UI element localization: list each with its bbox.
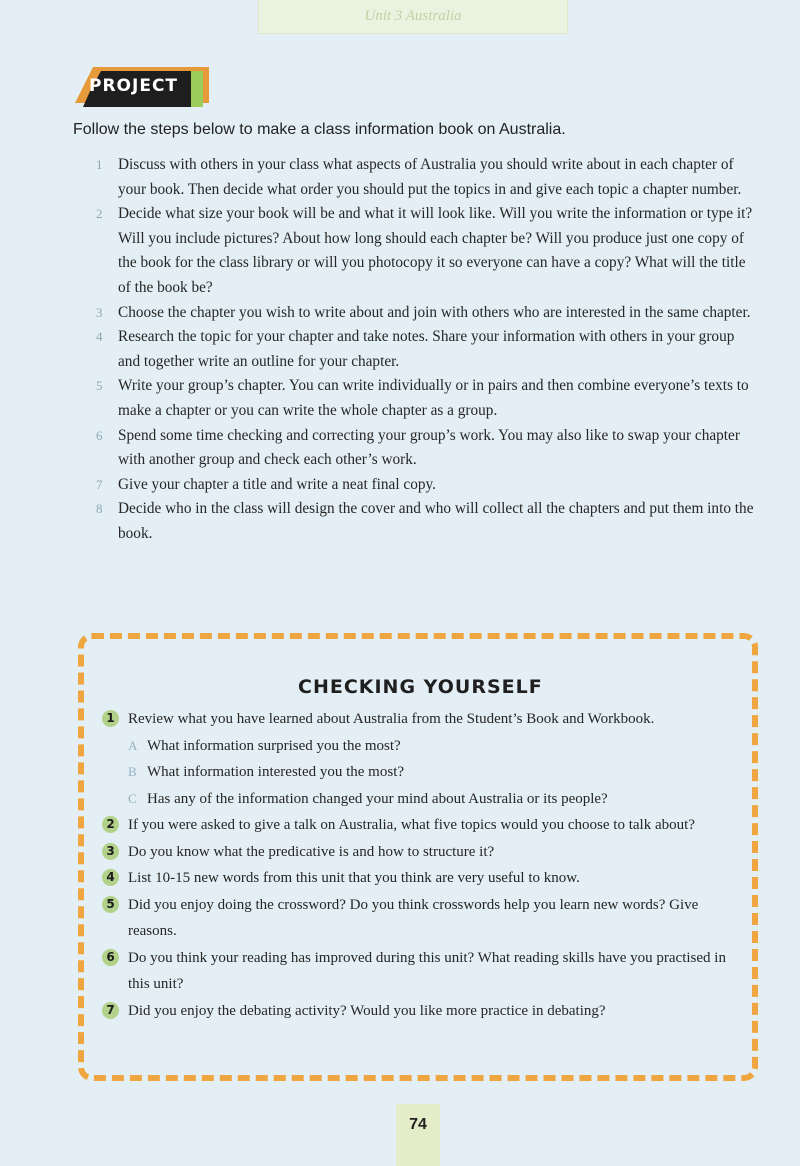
step-number: 7: [96, 476, 103, 492]
project-label: PROJECT: [89, 76, 179, 96]
step-item: [96, 424, 760, 473]
question-item: [102, 706, 742, 733]
question-number-wrap: [102, 945, 128, 998]
question-number: 3: [102, 843, 119, 860]
step-text: Decide who in the class will design the cover and who will collect all the chapters and put them into the book.: [118, 500, 754, 542]
step-text: Research the topic for your chapter and take notes. Share your information with others in your group and together write an outline for your chapter.: [118, 328, 735, 370]
question-text: List 10-15 new words from this unit that you think are very useful to know.: [128, 870, 580, 886]
project-intro: Follow the steps below to make a class information book on Australia.: [73, 121, 566, 138]
step-item: [96, 497, 760, 546]
step-number: 3: [96, 304, 103, 320]
step-text: Write your group’s chapter. You can write individually or in pairs and then combine everyone’s texts to make a chapter or you can write the whole chapter as a group.: [118, 377, 749, 419]
project-badge: [75, 67, 209, 107]
step-item: [96, 374, 760, 423]
question-number-wrap: [102, 998, 128, 1025]
step-text: Discuss with others in your class what aspects of Australia you should write about in each chapter of your book. Then decide what order you should put the topics in and give each topic a chapter number.: [118, 156, 742, 198]
question-text: If you were asked to give a talk on Australia, what five topics would you choose to talk about?: [128, 817, 695, 833]
step-item: [96, 325, 760, 374]
question-number-wrap: [102, 839, 128, 866]
running-title: Unit 3 Australia: [364, 8, 462, 24]
question-item: [102, 865, 742, 892]
step-item: [96, 153, 760, 202]
question-number: 1: [102, 710, 119, 727]
sub-question-letter: B: [128, 764, 137, 779]
sub-question-item: [102, 733, 742, 760]
sub-question-text: What information interested you the most?: [147, 764, 405, 780]
question-item: [102, 892, 742, 945]
question-number: 4: [102, 869, 119, 886]
sub-question-letter: A: [128, 737, 138, 753]
step-number: 6: [96, 427, 103, 443]
question-text: Did you enjoy doing the crossword? Do you think crosswords help you learn new words? Give reasons.: [128, 896, 699, 939]
question-number: 7: [102, 1002, 119, 1019]
question-item: [102, 945, 742, 998]
page-number: 74: [409, 1116, 427, 1133]
step-number: 1: [96, 157, 103, 172]
step-number: 5: [96, 378, 103, 394]
sub-question-text: Has any of the information changed your mind about Australia or its people?: [147, 790, 608, 807]
running-header: [258, 0, 568, 34]
sub-question-item: [102, 759, 742, 786]
question-text: Review what you have learned about Australia from the Student’s Book and Workbook.: [128, 711, 655, 727]
question-text: Do you think your reading has improved during this unit? What reading skills have you practised in this unit?: [128, 949, 726, 992]
step-text: Spend some time checking and correcting your group’s work. You may also like to swap your chapter with another group and check each other’s work.: [118, 426, 740, 469]
question-item: [102, 998, 742, 1025]
question-number-wrap: [102, 865, 128, 892]
checking-questions: [102, 706, 742, 1024]
step-item: [96, 473, 760, 498]
question-text: Did you enjoy the debating activity? Would you like more practice in debating?: [128, 1002, 606, 1019]
step-number: 8: [96, 501, 103, 517]
sub-question-letter: C: [128, 790, 137, 806]
checking-yourself-title: CHECKING YOURSELF: [298, 676, 543, 698]
step-item: [96, 202, 760, 300]
question-number: 2: [102, 816, 119, 833]
step-text: Choose the chapter you wish to write about and join with others who are interested in the same chapter.: [118, 303, 751, 321]
question-number-wrap: [102, 812, 128, 839]
sub-question-text: What information surprised you the most?: [147, 737, 401, 754]
question-text: Do you know what the predicative is and how to structure it?: [128, 843, 495, 860]
question-item: [102, 812, 742, 839]
step-item: [96, 301, 760, 326]
question-number: 5: [102, 896, 119, 913]
question-number: 6: [102, 949, 119, 966]
sub-question-item: [102, 786, 742, 813]
question-number-wrap: [102, 892, 128, 945]
question-item: [102, 839, 742, 866]
step-text: Give your chapter a title and write a neat final copy.: [118, 475, 436, 493]
project-steps: [96, 153, 760, 547]
step-number: 2: [96, 206, 103, 222]
page-number-tab: [396, 1104, 440, 1166]
step-text: Decide what size your book will be and what it will look like. Will you write the information or type it? Will you include pictures? About how long should each chapter be? Will you produce just one copy of the book for the class library or will you photocopy it so everyone can have a copy? What will the title of the book be?: [118, 205, 753, 296]
step-number: 4: [96, 329, 103, 345]
